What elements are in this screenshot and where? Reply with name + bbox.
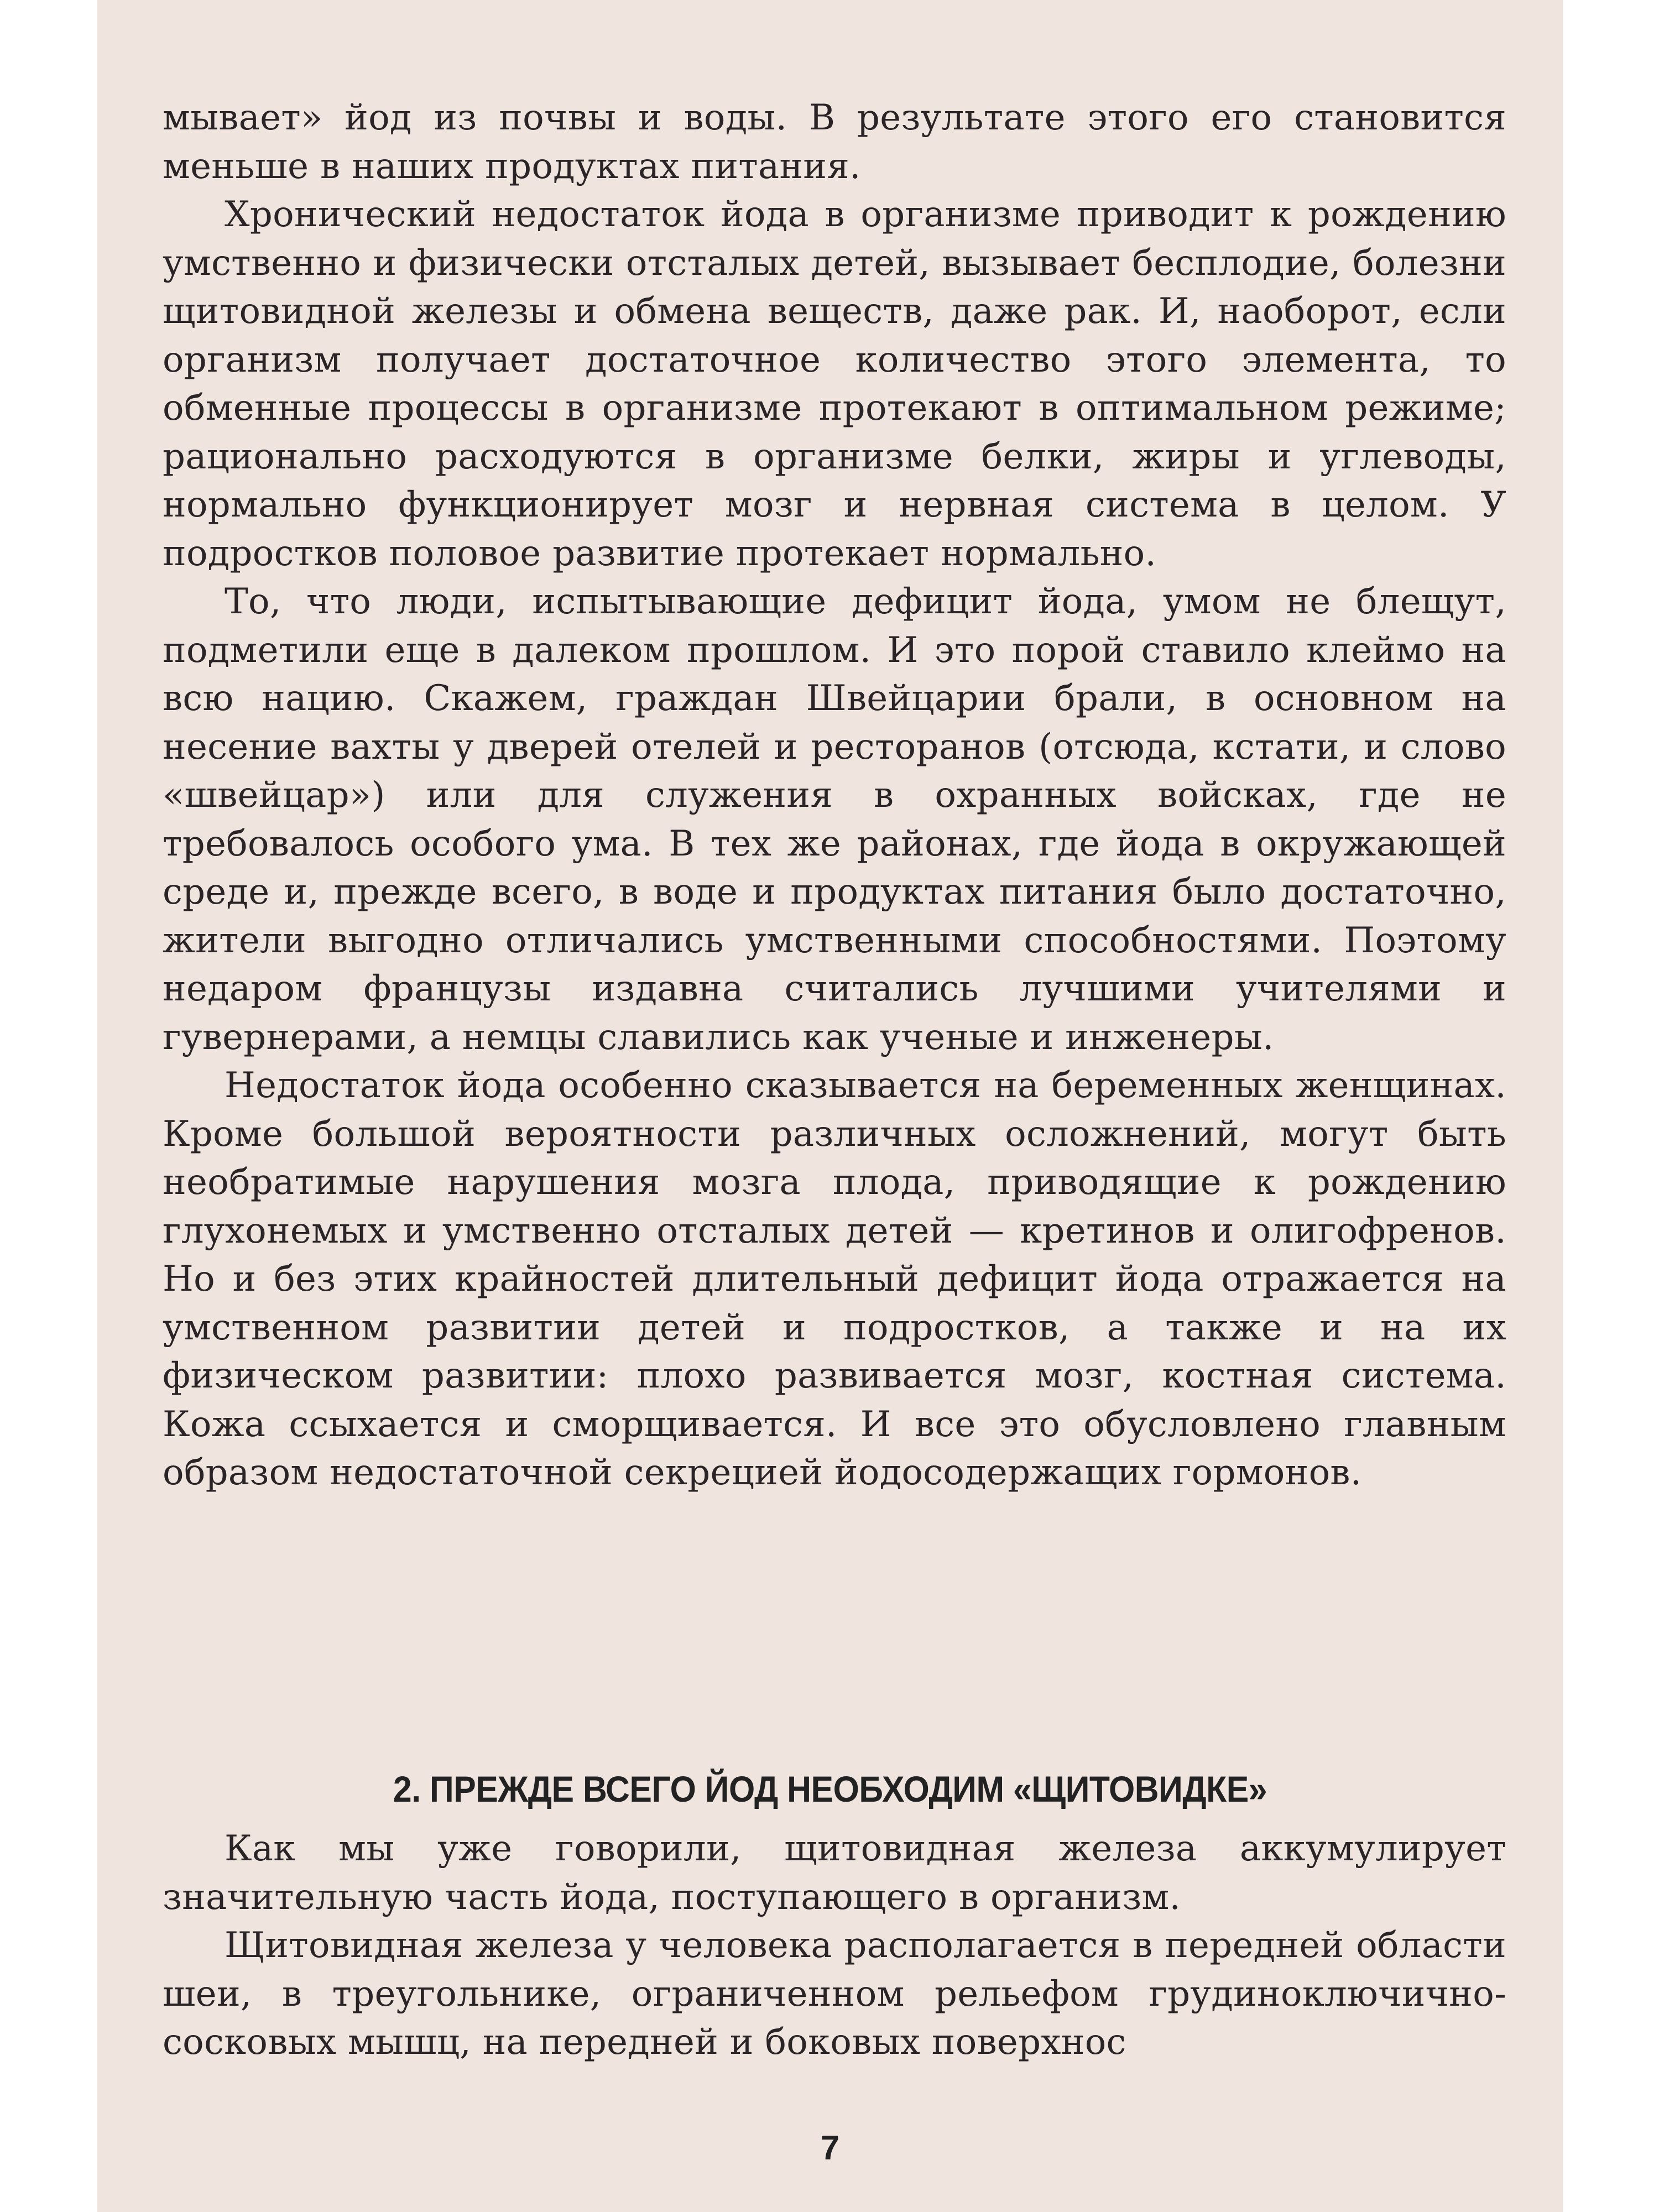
paragraph: Как мы уже говорили, щитовидная железа аккумулирует значительную часть йода, поступающего в организм. (163, 1828, 1506, 1918)
paragraph: То, что люди, испытывающие дефицит йода, умом не блещут, подметили еще в далеком прошлом. И это порой ставило клеймо на всю нацию. Скажем, граждан Швейцарии брали, в основном на несение вахты у дверей отелей и ресторанов (отсюда, кстати, и слово «швейцар») или для служения в охранных войсках, где не требовалось особого ума. В тех же районах, где йода в окружающей среде и, прежде всего, в воде и продуктах питания было достаточно, жители выгодно отличались умственными способностями. Поэтому недаром французы издавна считались лучшими учителями и гувернерами, а немцы славились как ученые и инженеры. (163, 581, 1506, 1058)
body-text-top (163, 94, 1506, 1498)
paragraph: Хронический недостаток йода в организме приводит к рождению умственно и физически отсталых детей, вызывает бесплодие, болезни щитовидной железы и обмена веществ, даже рак. И, наоборот, если организм получает достаточное количество этого элемента, то обменные процессы в организме протекают в оптимальном режиме; рационально расходуются в организме белки, жиры и углеводы, нормально функционирует мозг и нервная система в целом. У подростков половое развитие протекает нормально. (163, 194, 1506, 574)
body-text-bottom (163, 1825, 1506, 2067)
paragraph: Недостаток йода особенно сказывается на беременных женщинах. Кроме большой вероятности различных осложнений, могут быть необратимые нарушения мозга плода, приводящие к рождению глухонемых и умственно отсталых детей — кретинов и олигофренов. Но и без этих крайностей длительный дефицит йода отражается на умственном развитии детей и подростков, а также и на их физическом развитии: плохо развивается мозг, костная система. Кожа ссыхается и сморщивается. И все это обусловлено главным образом недостаточной секрецией йодосодержащих гормонов. (163, 1065, 1506, 1493)
paragraph: мывает» йод из почвы и воды. В результате этого его становится меньше в наших продуктах питания. (163, 97, 1506, 187)
paragraph: Щитовидная железа у человека располагается в передней области шеи, в треугольнике, ограниченном рельефом грудиноключично-сосковых мышц, на передней и боковых поверхнос (163, 1925, 1506, 2063)
page-number: 7 (820, 2129, 840, 2167)
section-title: 2. ПРЕЖДЕ ВСЕГО ЙОД НЕОБХОДИМ «ЩИТОВИДКЕ» (393, 1768, 1267, 1809)
book-page (97, 0, 1563, 2212)
